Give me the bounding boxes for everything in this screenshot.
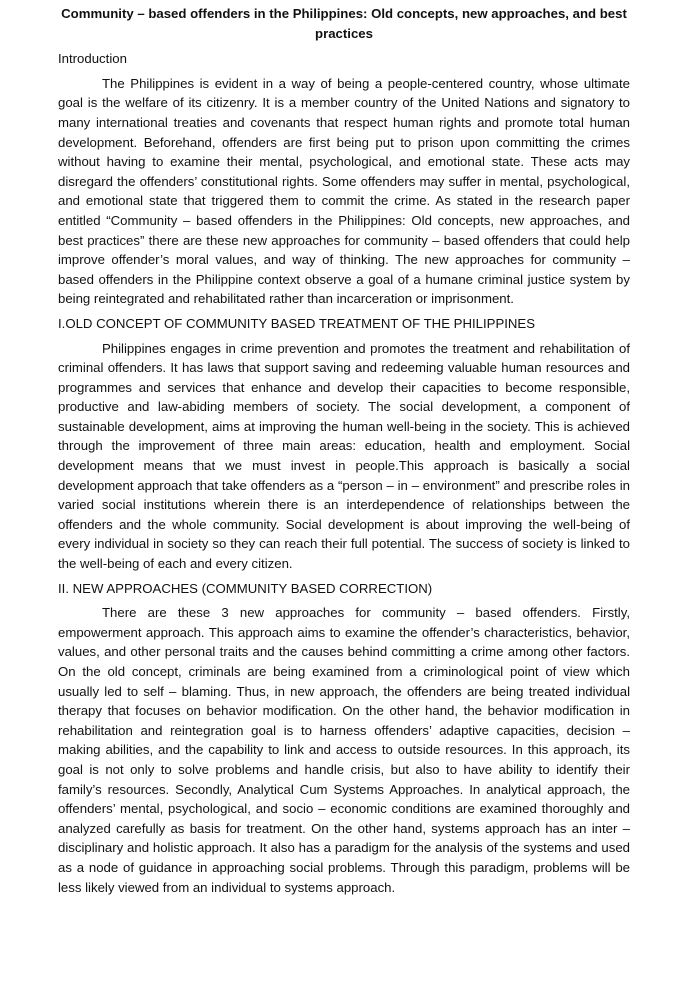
paragraph-new-approaches: There are these 3 new approaches for community – based offenders. Firstly, empowerment approach. This approach aims to examine the offender’s characteristics, behavior, values, and other personal traits and the causes behind committing a crime among other factors. On the old concept, criminals are being examined from a criminological point of view which usually led to self – blaming. Thus, in new approach, the offenders are being treated individual therapy that focuses on behavior modification. On the other hand, the behavior modification in rehabilitation and reintegration goal is to harness offenders’ adaptive capacities, decision – making abilities, and the capability to link and access to outside resources. In this approach, its goal is not only to solve problems and handle crisis, but also to have ability to identify their family’s resources. Secondly, Analytical Cum Systems Approaches. In analytical approach, the offenders’ mental, psychological, and socio – economic conditions are examined thoroughly and analyzed carefully as basis for treatment. On the other hand, systems approach has an inter – disciplinary and holistic approach. It also has a paradigm for the analysis of the systems and used as a node of guidance in approaching social problems. Through this paradigm, problems will be less likely viewed from an individual to systems approach. xyxy=(58,605,630,895)
document-title: Community – based offenders in the Philippines: Old concepts, new approaches, and best practices xyxy=(61,6,627,41)
section-heading-new-approaches: II. NEW APPROACHES (COMMUNITY BASED CORRECTION) xyxy=(58,580,433,596)
paragraph-introduction: The Philippines is evident in a way of being a people-centered country, whose ultimate goal is the welfare of its citizenry. It is a member country of the United Nations and signatory to many international treaties and covenants that respect human rights and promote total human development. Beforehand, offenders are first being put to prison upon committing the crimes without having to examine their mental, psychological, and emotional state. These acts may disregard the offenders’ constitutional rights. Some offenders may suffer in mental, psychological, and emotional state that triggered them to commit the crime. As stated in the research paper entitled “Community – based offenders in the Philippines: Old concepts, new approaches, and best practices” there are these new approaches for community – based offenders that could help improve offender’s moral values, and way of thinking. The new approaches for community – based offenders in the Philippine context observe a goal of a humane criminal justice system by being reintegrated and rehabilitated rather than incarceration or imprisonment. xyxy=(58,75,630,307)
section-heading-old-concept: I.OLD CONCEPT OF COMMUNITY BASED TREATMENT OF THE PHILIPPINES xyxy=(58,315,536,331)
paragraph-old-concept: Philippines engages in crime prevention and promotes the treatment and rehabilitation of criminal offenders. It has laws that support saving and redeeming valuable human resources and programmes and services that enhance and develop their capacities to become responsible, productive and law-abiding members of society. The social development, a component of sustainable development, aims at improving the human well-being in the society. This is achieved through the improvement of three main areas: education, health and employment. Social development means that we must invest in people.This approach is basically a social development approach that take offenders as a “person – in – environment” and prescribe roles in varied social institutions wherein there is an interdependence of relationships between the offenders and the whole community. Social development is about improving the well-being of every individual in society so they can reach their full potential. The success of society is linked to the well-being of each and every citizen. xyxy=(58,340,630,572)
document-page xyxy=(58,4,630,902)
section-heading-introduction: Introduction xyxy=(58,51,127,67)
